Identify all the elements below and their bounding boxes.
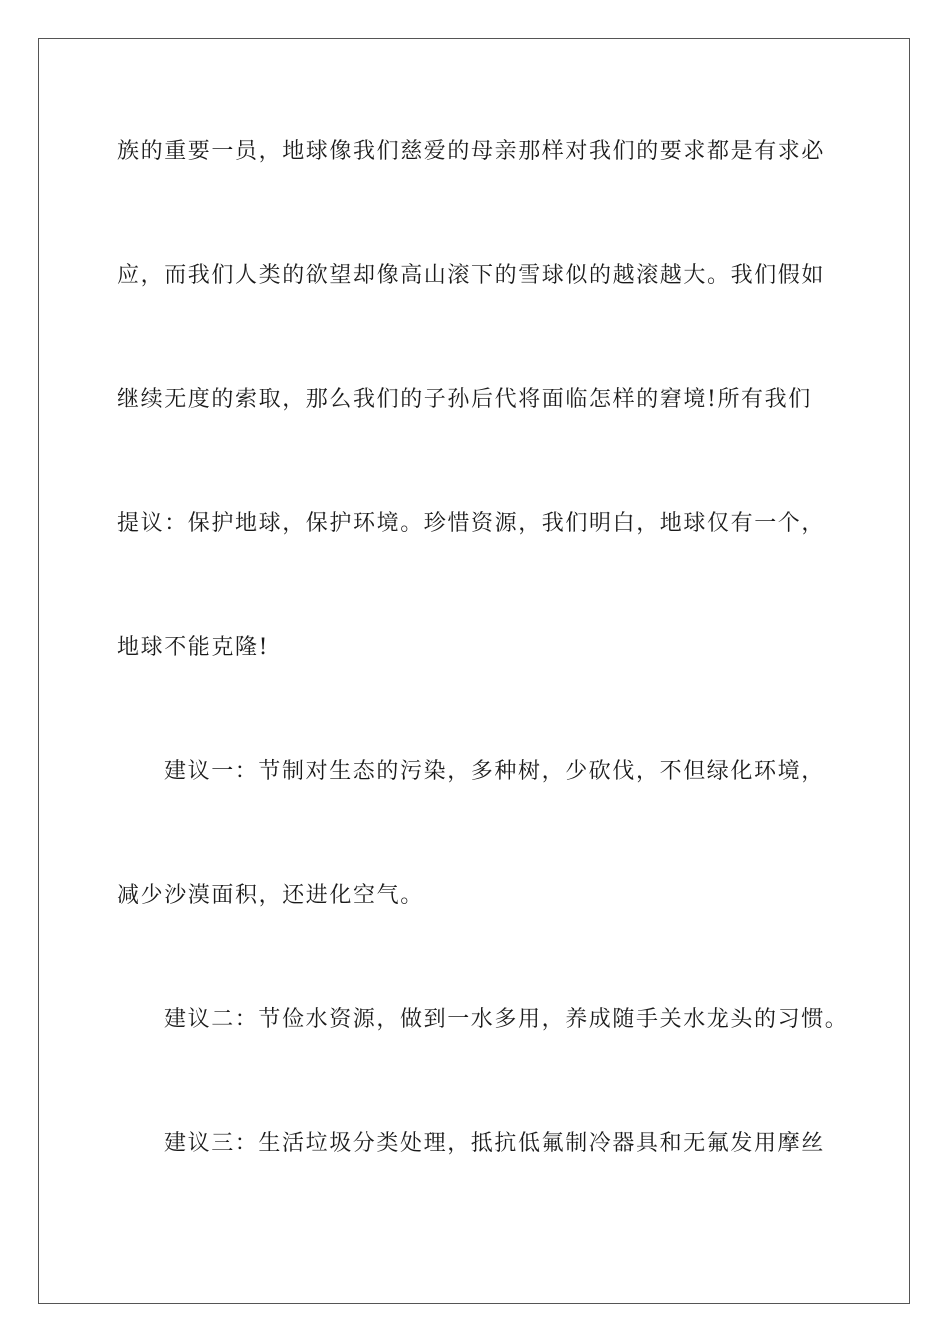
suggestion-one-line-1: 建议一：节制对生态的污染，多种树，少砍伐，不但绿化环境，	[164, 759, 825, 784]
suggestion-one-line-2: 减少沙漠面积，还进化空气。	[117, 883, 424, 908]
body-text-line-3: 继续无度的索取，那么我们的子孙后代将面临怎样的窘境!所有我们	[117, 387, 812, 412]
suggestion-three-line: 建议三：生活垃圾分类处理，抵抗低氟制冷器具和无氟发用摩丝	[164, 1131, 825, 1156]
suggestion-two-line: 建议二：节俭水资源，做到一水多用，养成随手关水龙头的习惯。	[164, 1007, 849, 1032]
page-frame	[38, 38, 910, 1304]
body-text-line-2: 应，而我们人类的欲望却像高山滚下的雪球似的越滚越大。我们假如	[117, 263, 826, 288]
body-text-line-4: 提议：保护地球，保护环境。珍惜资源，我们明白，地球仅有一个，	[117, 511, 826, 536]
body-text-line-5: 地球不能克隆!	[117, 635, 270, 660]
body-text-line-1: 族的重要一员，地球像我们慈爱的母亲那样对我们的要求都是有求必	[117, 139, 826, 164]
